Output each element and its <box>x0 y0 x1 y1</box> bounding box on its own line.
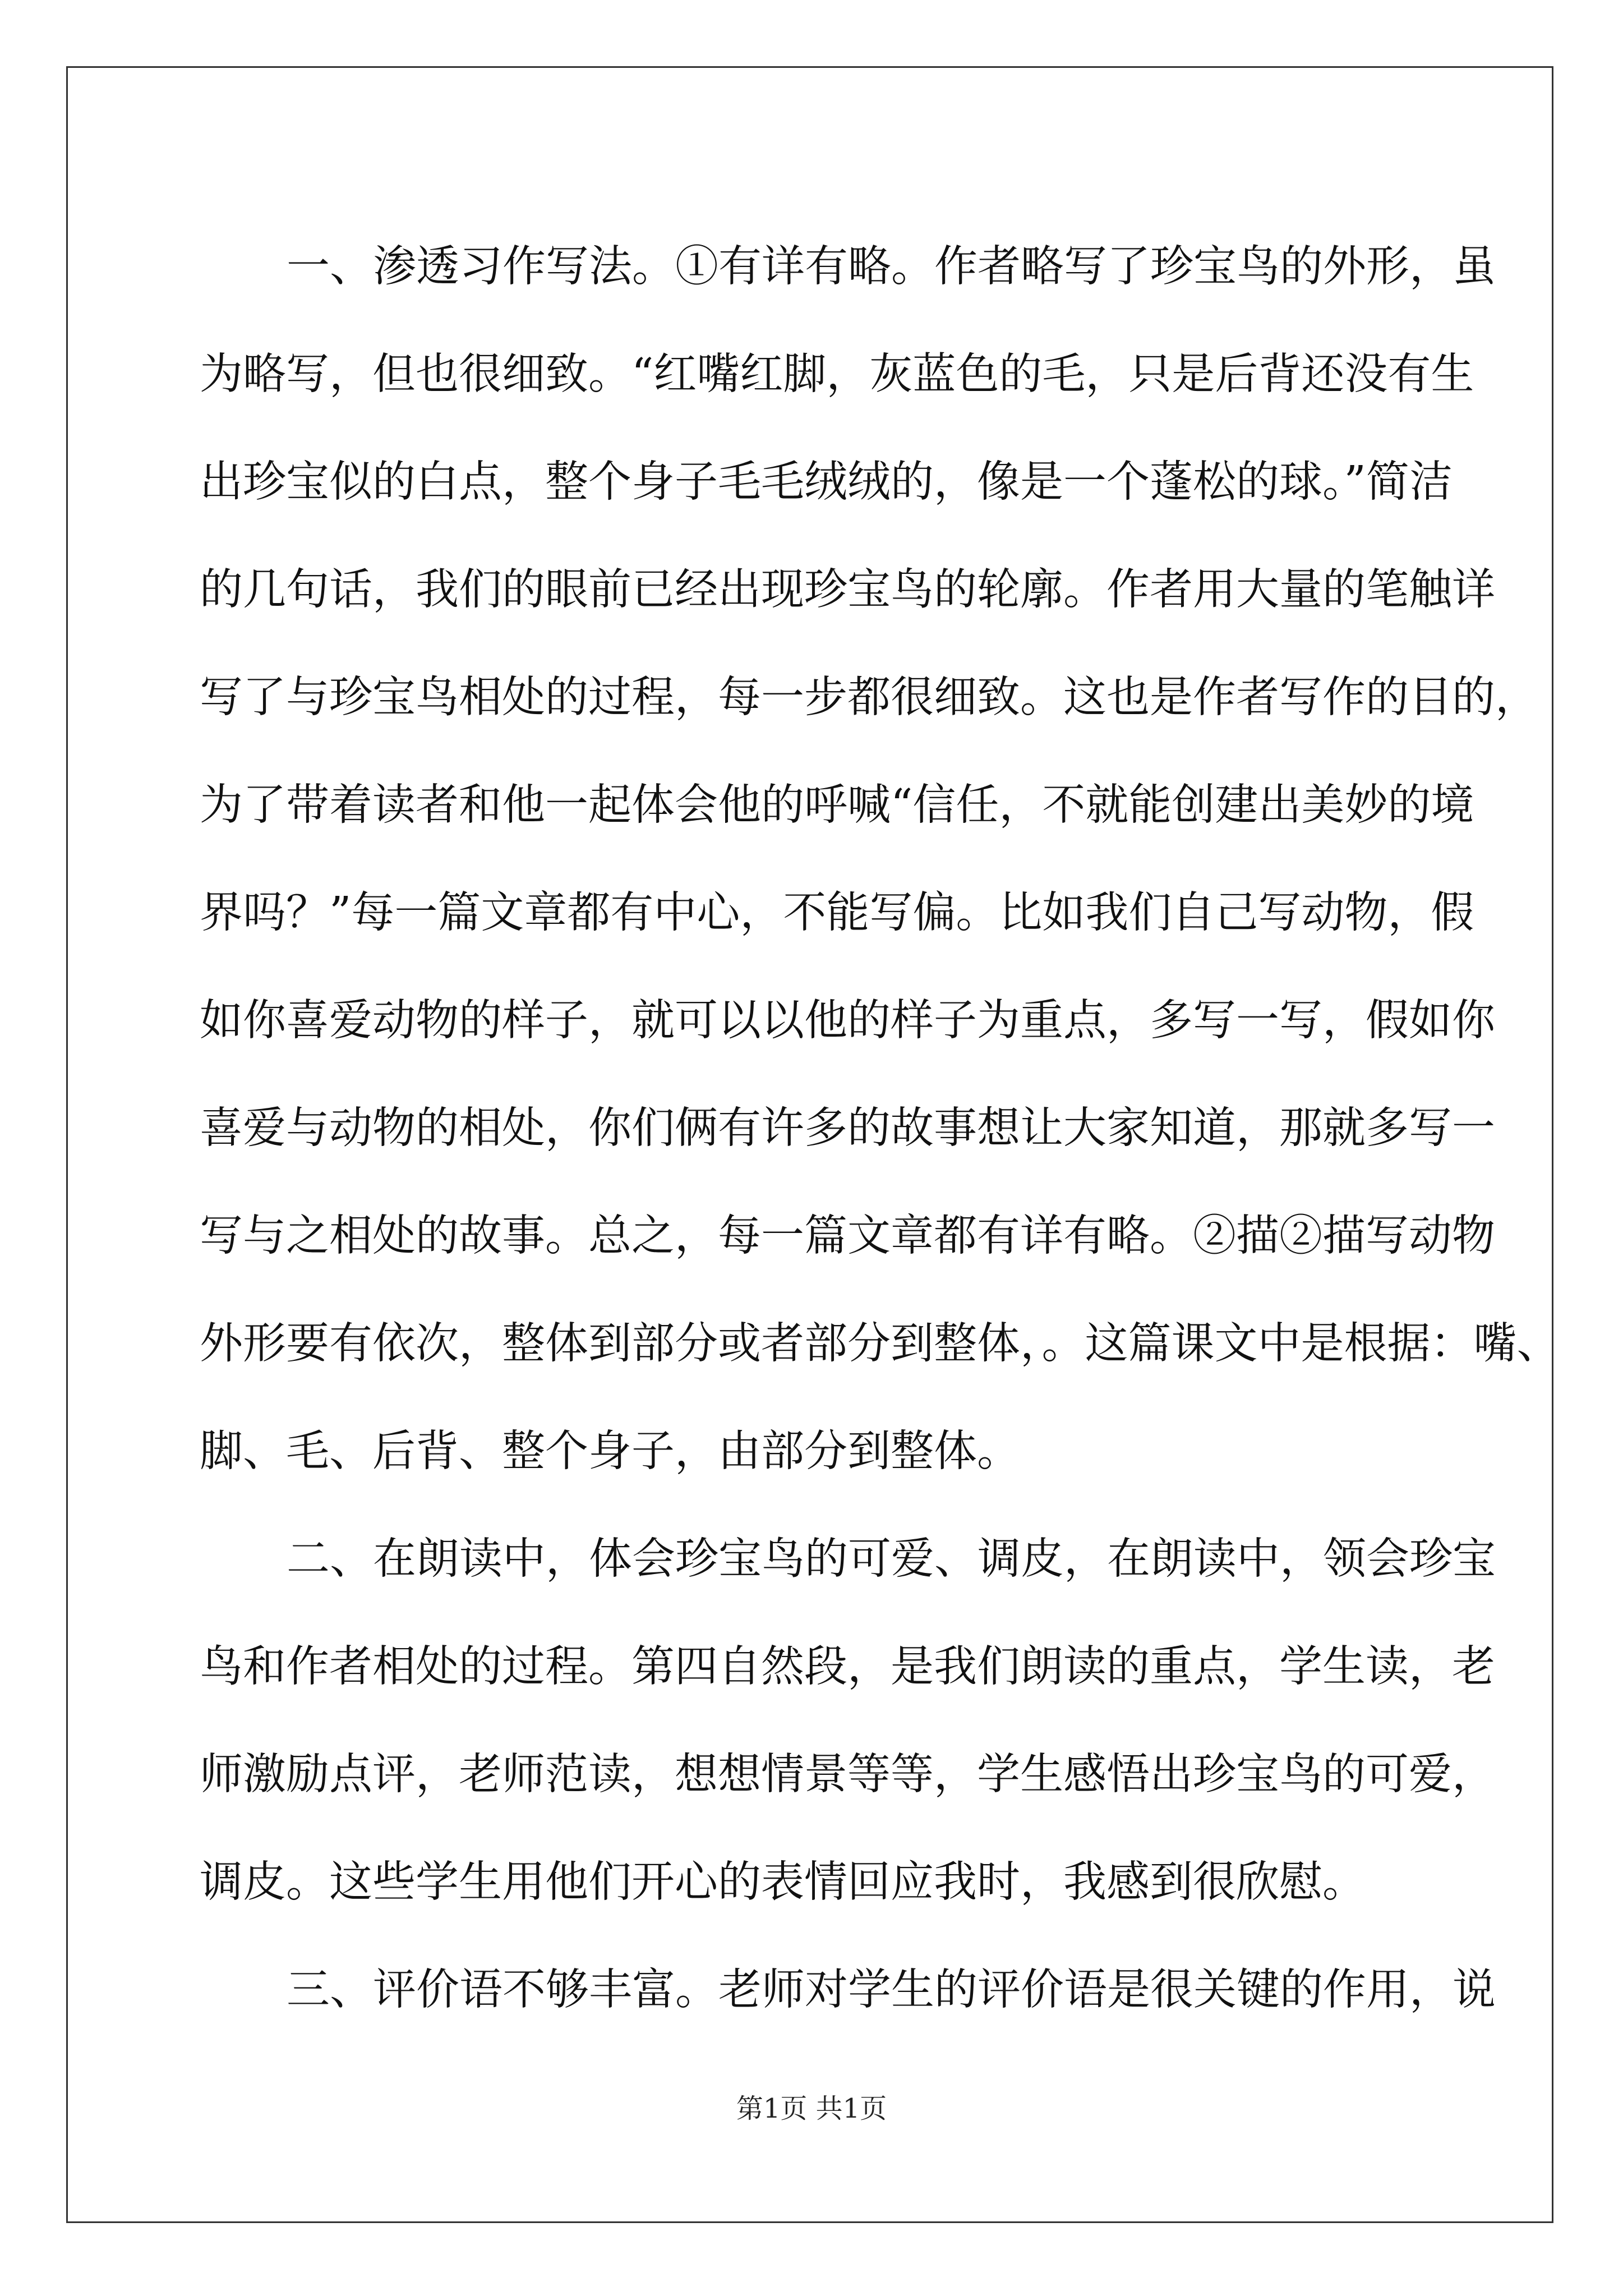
paragraph-1-line-7: 界吗？”每一篇文章都有中心，不能写偏。比如我们自己写动物，假 <box>200 888 1474 938</box>
paragraph-1-line-4: 的几句话，我们的眼前已经出现珍宝鸟的轮廓。作者用大量的笔触详 <box>200 565 1495 615</box>
paragraph-1-line-10: 写与之相处的故事。总之，每一篇文章都有详有略。②描②描写动物 <box>200 1211 1495 1261</box>
paragraph-1-line-9: 喜爱与动物的相处，你们俩有许多的故事想让大家知道，那就多写一 <box>200 1103 1495 1153</box>
document-body <box>200 213 1560 2044</box>
paragraph-1-line-8: 如你喜爱动物的样子，就可以以他的样子为重点，多写一写，假如你 <box>200 996 1495 1046</box>
paragraph-1-line-2: 为略写，但也很细致。“红嘴红脚，灰蓝色的毛，只是后背还没有生 <box>200 349 1474 399</box>
paragraph-1-line-12: 脚、毛、后背、整个身子，由部分到整体。 <box>200 1427 1020 1476</box>
paragraph-3-line-1: 三、评价语不够丰富。老师对学生的评价语是很关键的作用，说 <box>287 1965 1496 2015</box>
paragraph-2-line-3: 师激励点评，老师范读，想想情景等等，学生感悟出珍宝鸟的可爱， <box>200 1750 1495 1800</box>
paragraph-1-line-11: 外形要有依次，整体到部分或者部分到整体，。这篇课文中是根据：嘴、 <box>200 1319 1560 1369</box>
paragraph-1-line-3: 出珍宝似的白点，整个身子毛毛绒绒的，像是一个蓬松的球。”简洁 <box>200 457 1453 507</box>
paragraph-2-line-1: 二、在朗读中，体会珍宝鸟的可爱、调皮，在朗读中，领会珍宝 <box>287 1534 1496 1584</box>
page-number-footer: 第1页 共1页 <box>736 2093 887 2124</box>
paragraph-1-line-6: 为了带着读者和他一起体会他的呼喊“信任，不就能创建出美妙的境 <box>200 780 1474 830</box>
paragraph-2-line-4: 调皮。这些学生用他们开心的表情回应我时，我感到很欣慰。 <box>200 1857 1366 1907</box>
paragraph-1-line-1: 一、渗透习作写法。①有详有略。作者略写了珍宝鸟的外形，虽 <box>287 242 1496 292</box>
paragraph-2-line-2: 鸟和作者相处的过程。第四自然段，是我们朗读的重点，学生读，老 <box>200 1642 1495 1692</box>
paragraph-1-line-5: 写了与珍宝鸟相处的过程，每一步都很细致。这也是作者写作的目的， <box>200 673 1538 723</box>
